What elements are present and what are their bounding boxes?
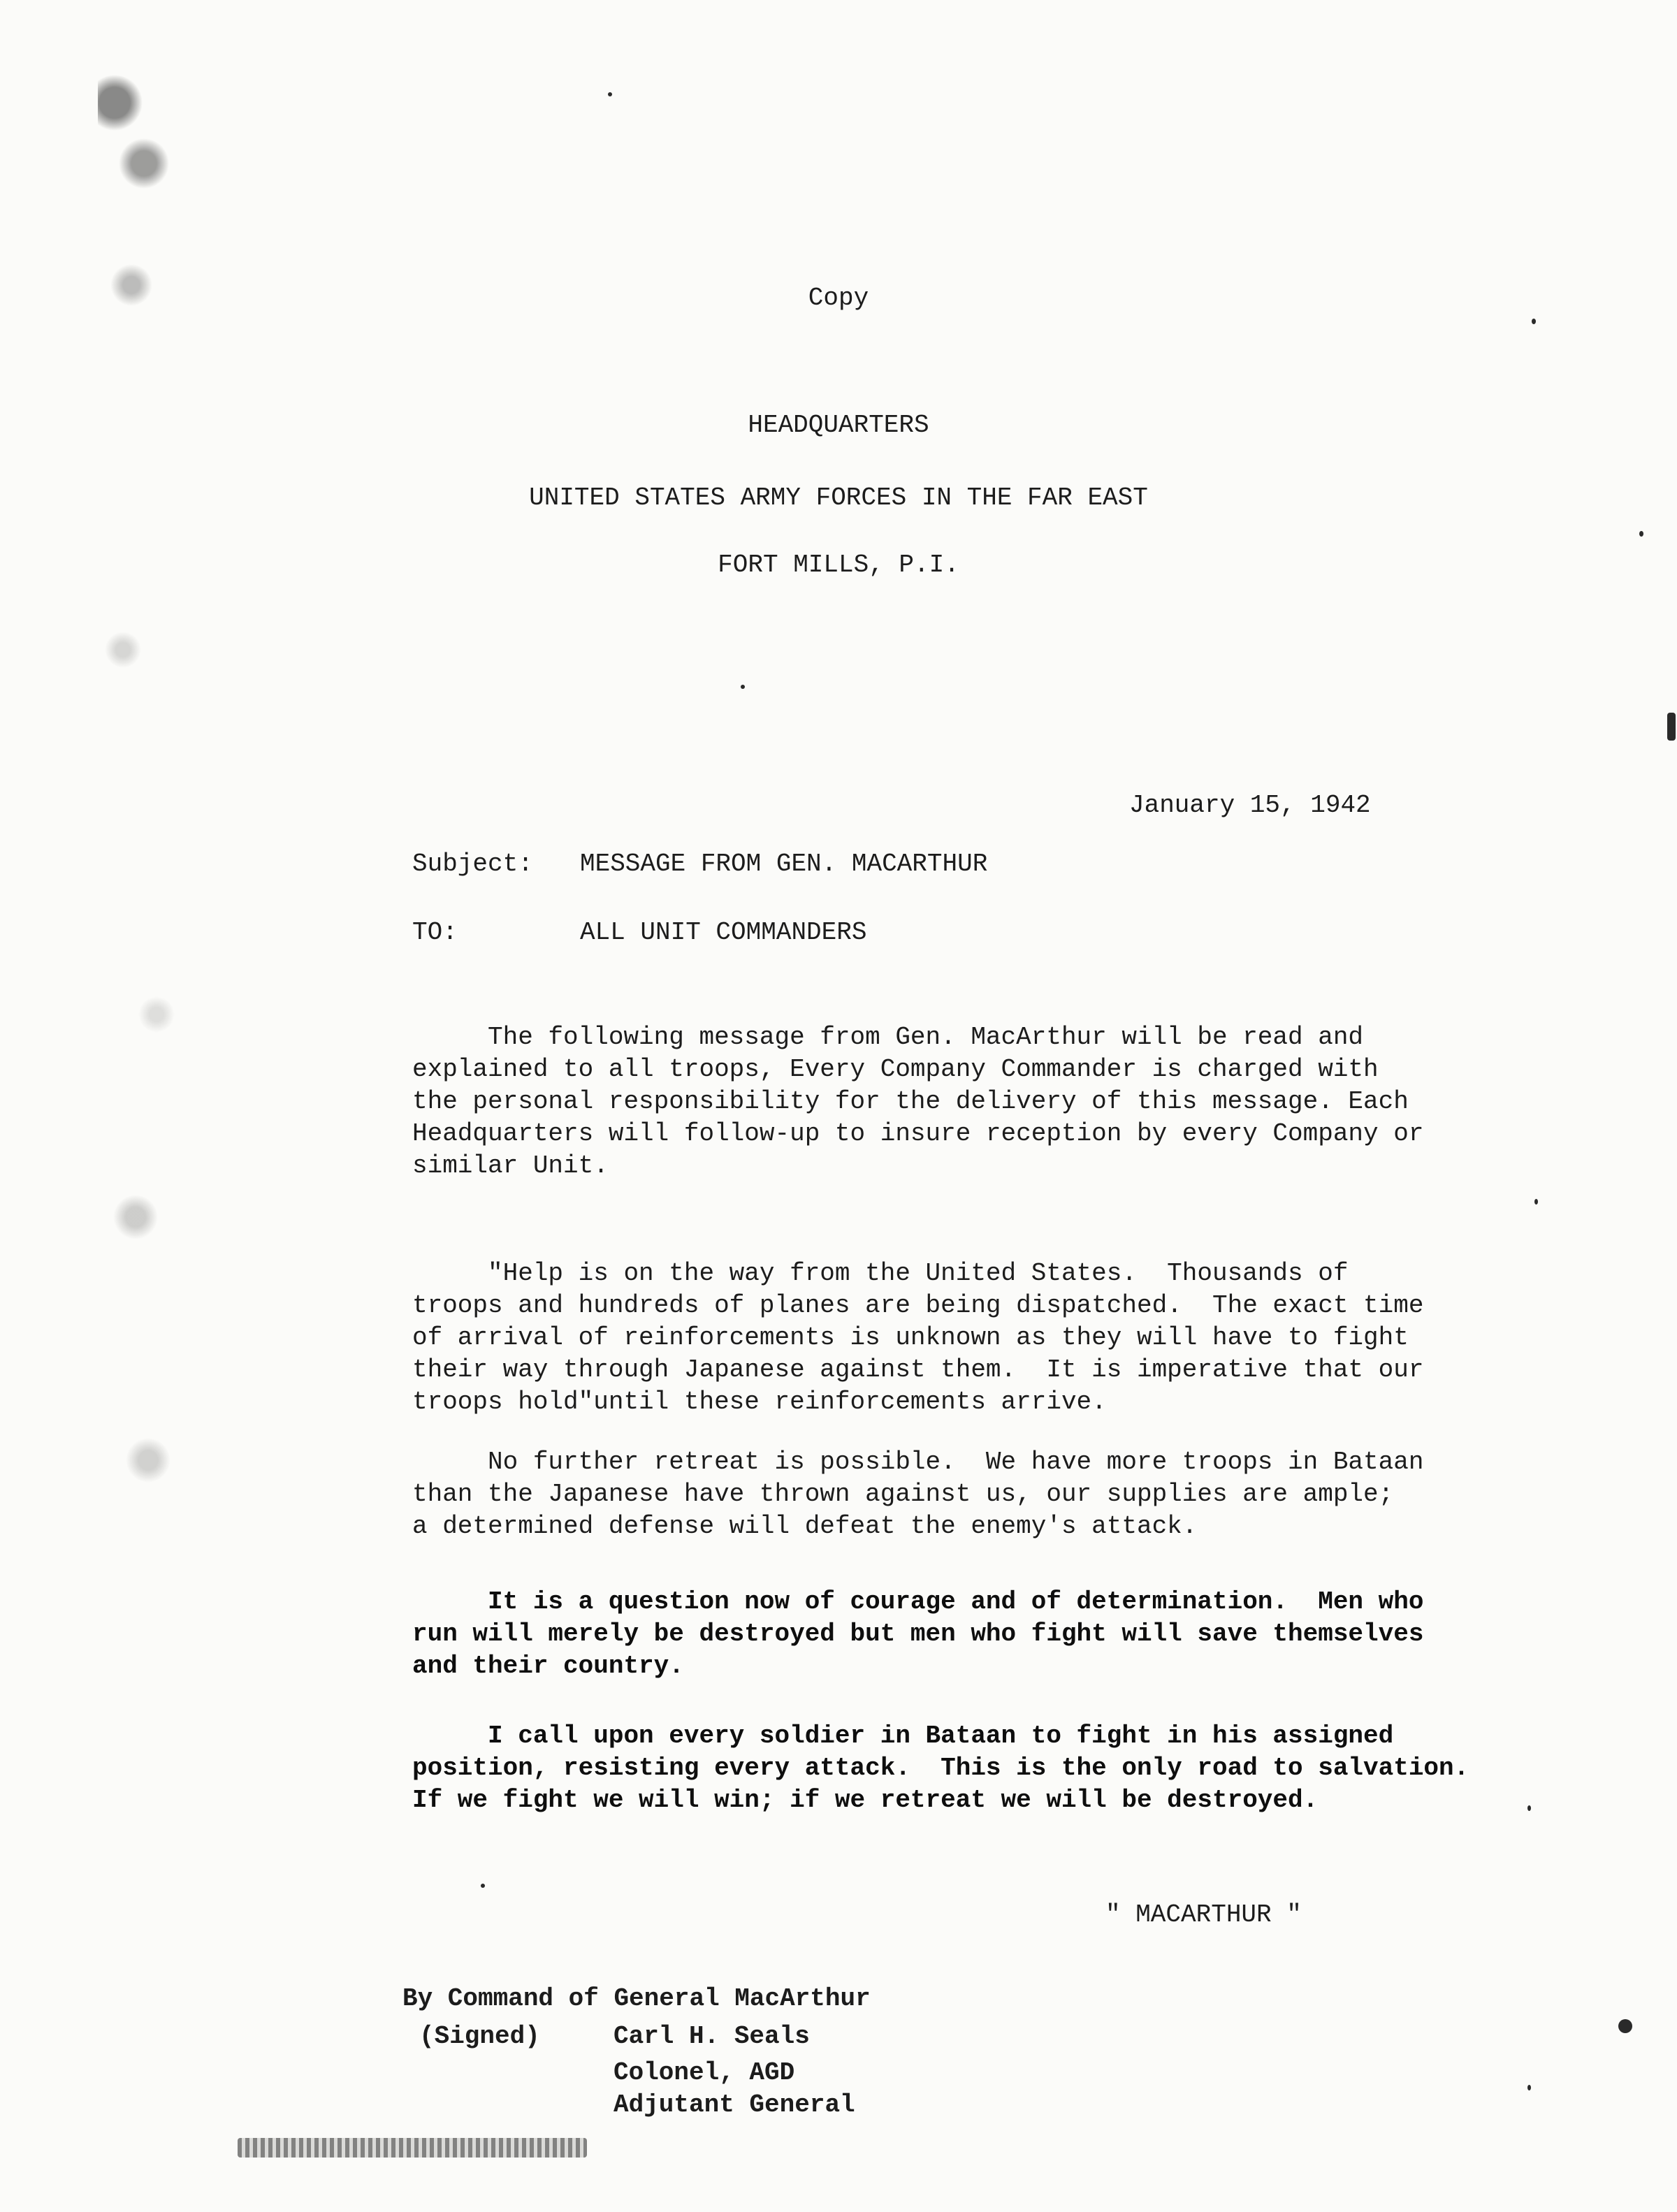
speck	[1667, 713, 1676, 741]
to-label: TO:	[412, 918, 458, 947]
paragraph-line: The following message from Gen. MacArthur will be read and	[412, 1023, 1364, 1052]
paragraph-line: the personal responsibility for the delivery of this message. Each	[412, 1087, 1409, 1116]
signer-rank: Colonel, AGD	[614, 2058, 795, 2087]
speck	[1618, 2019, 1632, 2033]
paragraph-line: No further retreat is possible. We have more troops in Bataan	[412, 1448, 1424, 1476]
copy-label: Copy	[808, 284, 869, 312]
paragraph-line: explained to all troops, Every Company Commander is charged with	[412, 1055, 1379, 1084]
speck	[1639, 531, 1643, 537]
paragraph-line: troops and hundreds of planes are being dispatched. The exact time	[412, 1291, 1424, 1320]
copier-noise-left-edge	[98, 42, 182, 2068]
speck	[1532, 319, 1536, 324]
subject-label: Subject:	[412, 850, 533, 878]
paragraph-line: run will merely be destroyed but men who fight will save themselves	[412, 1620, 1424, 1648]
speck	[608, 92, 612, 96]
document-date: January 15, 1942	[1129, 791, 1371, 820]
org-name: UNITED STATES ARMY FORCES IN THE FAR EAST	[529, 483, 1148, 512]
speck	[481, 1884, 485, 1888]
subject-value: MESSAGE FROM GEN. MACARTHUR	[580, 850, 988, 878]
paragraph-line: It is a question now of courage and of determination. Men who	[412, 1587, 1424, 1616]
message-paragraph-1	[412, 1258, 1572, 1418]
paragraph-line: similar Unit.	[412, 1151, 609, 1180]
paragraph-line: a determined defense will defeat the enemy's attack.	[412, 1512, 1198, 1541]
speck	[1527, 1805, 1531, 1811]
paragraph-line: and their country.	[412, 1652, 684, 1680]
paragraph-line: If we fight we will win; if we retreat we will be destroyed.	[412, 1786, 1319, 1814]
message-paragraph-4	[412, 1720, 1572, 1817]
paragraph-line: troops hold"until these reinforcements arrive.	[412, 1388, 1107, 1416]
org-location: FORT MILLS, P.I.	[718, 551, 959, 579]
intro-paragraph	[412, 1021, 1572, 1182]
signed-label: (Signed)	[419, 2022, 540, 2051]
paragraph-line: Headquarters will follow-up to insure reception by every Company or	[412, 1119, 1424, 1148]
message-paragraph-2	[412, 1446, 1572, 1543]
message-signature: " MACARTHUR "	[1105, 1900, 1302, 1929]
paragraph-line: their way through Japanese against them. It is imperative that our	[412, 1355, 1424, 1384]
speck	[1527, 2085, 1531, 2090]
to-value: ALL UNIT COMMANDERS	[580, 918, 867, 947]
speck	[1534, 1199, 1538, 1205]
paragraph-line: "Help is on the way from the United States. Thousands of	[412, 1259, 1349, 1288]
paragraph-line: I call upon every soldier in Bataan to fight in his assigned	[412, 1722, 1394, 1750]
speck	[741, 685, 745, 689]
message-paragraph-3	[412, 1586, 1572, 1682]
paragraph-line: of arrival of reinforcements is unknown as they will have to fight	[412, 1323, 1409, 1352]
signer-title: Adjutant General	[614, 2090, 855, 2119]
org-headquarters: HEADQUARTERS	[748, 411, 929, 439]
paragraph-line: position, resisting every attack. This is the only road to salvation.	[412, 1754, 1469, 1782]
authority-line: By Command of General MacArthur	[402, 1984, 871, 2013]
copier-noise-bottom	[238, 2138, 587, 2158]
signer-name: Carl H. Seals	[614, 2022, 810, 2051]
paragraph-line: than the Japanese have thrown against us, our supplies are ample;	[412, 1480, 1394, 1508]
